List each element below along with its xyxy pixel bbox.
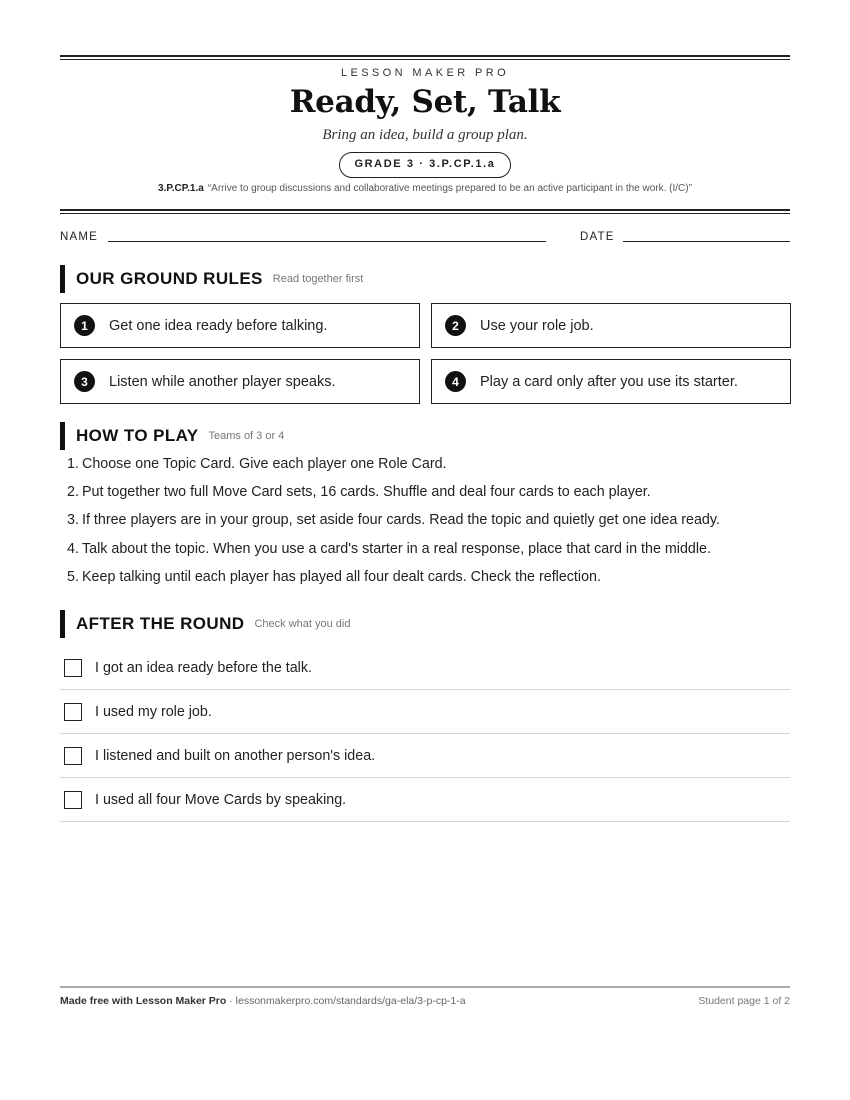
worksheet-page (60, 0, 790, 1100)
header-bottom-rule (60, 209, 790, 214)
how-to-play-heading (60, 422, 284, 450)
step-number: 2. (67, 484, 79, 501)
step-number: 3. (67, 512, 79, 529)
list-item (67, 512, 787, 540)
after-round-heading (60, 610, 350, 638)
step-text: Talk about the topic. When you use a card's starter in a real response, place that card in the middle. (82, 540, 711, 557)
checklist-text: I used all four Move Cards by speaking. (95, 791, 347, 808)
rule-text: Get one idea ready before talking. (109, 317, 328, 334)
list-item (67, 456, 787, 484)
step-number: 5. (67, 568, 79, 585)
how-to-play-title: HOW TO PLAY (76, 426, 199, 445)
footer-page-number: Student page 1 of 2 (698, 995, 790, 1007)
reflection-checkbox[interactable] (64, 659, 82, 677)
grade-badge: GRADE 3 · 3.P.CP.1.a (339, 152, 510, 178)
standard-line (60, 183, 790, 194)
page-subtitle: Bring an idea, build a group plan. (322, 127, 528, 143)
rule-number-badge: 1 (74, 315, 95, 336)
checklist-item (60, 690, 790, 734)
standard-code: 3.P.CP.1.a (158, 183, 204, 194)
how-to-play-hint: Teams of 3 or 4 (208, 430, 285, 442)
page-title: Ready, Set, Talk (289, 84, 561, 120)
footer-credit (60, 995, 466, 1007)
step-number: 1. (67, 456, 79, 472)
checklist-text: I used my role job. (95, 703, 212, 720)
ground-rule-card (431, 359, 791, 404)
reflection-checkbox[interactable] (64, 747, 82, 765)
ground-rules-heading (60, 265, 363, 293)
checklist-item (60, 778, 790, 822)
name-field[interactable] (108, 241, 546, 242)
rule-number-badge: 2 (445, 315, 466, 336)
reflection-checkbox[interactable] (64, 703, 82, 721)
how-to-play-steps (67, 456, 787, 597)
step-number: 4. (67, 540, 79, 557)
footer-rule (60, 986, 790, 988)
rule-number-badge: 4 (445, 371, 466, 392)
ground-rules-title: OUR GROUND RULES (76, 269, 263, 288)
checklist-item (60, 734, 790, 778)
date-field[interactable] (623, 241, 790, 242)
step-text: If three players are in your group, set aside four cards. Read the topic and quietly get one idea ready. (82, 512, 720, 529)
ground-rules-hint: Read together first (272, 273, 364, 285)
list-item (67, 484, 787, 512)
date-label: DATE (580, 231, 615, 243)
step-text: Keep talking until each player has played all four dealt cards. Check the reflection. (82, 568, 601, 585)
after-round-hint: Check what you did (254, 618, 351, 630)
after-round-title: AFTER THE ROUND (76, 614, 245, 633)
step-text: Put together two full Move Card sets, 16 cards. Shuffle and deal four cards to each player. (82, 484, 651, 501)
ground-rule-card (431, 303, 791, 348)
footer-url[interactable]: lessonmakerpro.com/standards/ga-ela/3-p-cp-1-a (235, 995, 466, 1007)
ground-rule-card (60, 359, 420, 404)
grade-badge-wrap (60, 152, 790, 178)
list-item (67, 541, 787, 569)
footer-separator: · (226, 995, 236, 1007)
step-text: Choose one Topic Card. Give each player one Role Card. (82, 456, 447, 472)
footer-made-with: Made free with Lesson Maker Pro (60, 995, 227, 1007)
rule-number-badge: 3 (74, 371, 95, 392)
rule-text: Use your role job. (480, 317, 594, 334)
brand-name: LESSON MAKER PRO (340, 67, 510, 79)
rule-text: Play a card only after you use its starter. (480, 373, 738, 390)
standard-text: “Arrive to group discussions and collaborative meetings prepared to be an active participant in the work. (I/C)” (207, 183, 692, 194)
checklist-item (60, 646, 790, 690)
list-item (67, 569, 787, 597)
rule-text: Listen while another player speaks. (109, 373, 336, 390)
ground-rule-card (60, 303, 420, 348)
checklist-text: I listened and built on another person's idea. (95, 747, 376, 764)
reflection-checkbox[interactable] (64, 791, 82, 809)
checklist-text: I got an idea ready before the talk. (95, 659, 312, 676)
header-top-rule (60, 55, 790, 60)
name-label: NAME (60, 231, 99, 243)
